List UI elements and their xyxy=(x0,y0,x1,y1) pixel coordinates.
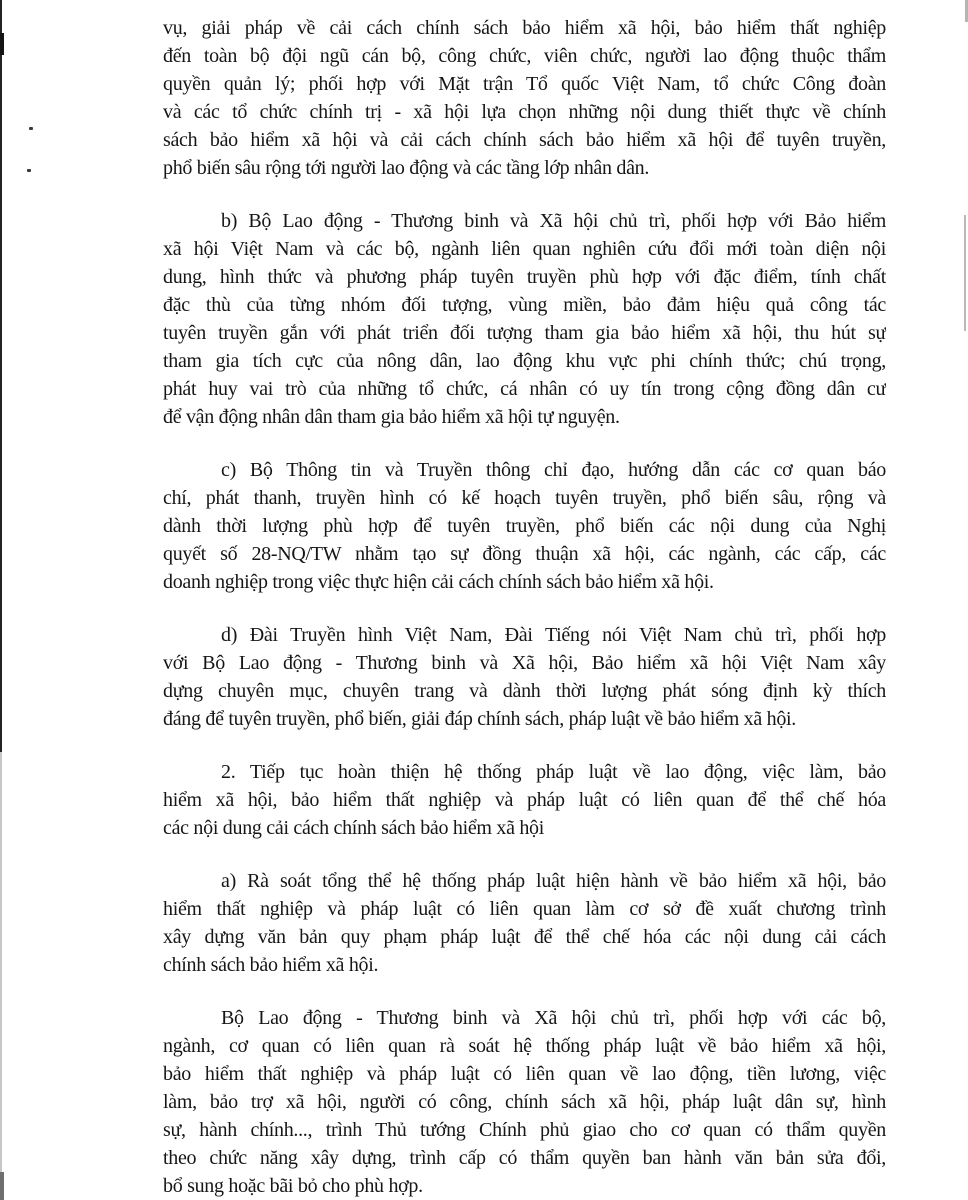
document-line: vụ, giải pháp về cải cách chính sách bảo hiểm xã hội, bảo hiểm thất nghiệp xyxy=(163,17,886,39)
document-line: d) Đài Truyền hình Việt Nam, Đài Tiếng nói Việt Nam chủ trì, phối hợp xyxy=(221,624,886,646)
para-section-2 xyxy=(163,758,886,842)
document-line: theo chức năng xây dựng, trình cấp có thẩm quyền ban hành văn bản sửa đổi, xyxy=(163,1147,886,1169)
scan-left-edge-blob xyxy=(0,33,4,55)
document-line: hiểm thất nghiệp và pháp luật có liên quan làm cơ sở đề xuất chương trình xyxy=(163,898,886,920)
document-line: bổ sung hoặc bãi bỏ cho phù hợp. xyxy=(163,1175,423,1197)
document-line: để vận động nhân dân tham gia bảo hiểm xã hội tự nguyện. xyxy=(163,406,620,428)
document-line: sách bảo hiểm xã hội và cải cách chính sách bảo hiểm xã hội để tuyên truyền, xyxy=(163,129,886,151)
document-line: c) Bộ Thông tin và Truyền thông chỉ đạo, hướng dẫn các cơ quan báo xyxy=(221,459,886,481)
para-item-c xyxy=(163,456,886,596)
document-line: đặc thù của từng nhóm đối tượng, vùng miền, bảo đảm hiệu quả công tác xyxy=(163,294,886,316)
scan-left-edge-bottom-mark xyxy=(0,1172,4,1200)
document-line: chí, phát thanh, truyền hình có kế hoạch tuyên truyền, phổ biến sâu, rộng và xyxy=(163,487,886,509)
document-line: quyết số 28-NQ/TW nhằm tạo sự đồng thuận xã hội, các ngành, các cấp, các xyxy=(163,543,886,565)
document-line: làm, bảo trợ xã hội, người có công, chính sách xã hội, pháp luật dân sự, hình xyxy=(163,1091,886,1113)
para-ministry-task xyxy=(163,1004,886,1200)
document-line: dành thời lượng phù hợp để tuyên truyền, phổ biến các nội dung của Nghị xyxy=(163,515,886,537)
document-line: ngành, cơ quan có liên quan rà soát hệ thống pháp luật về bảo hiểm xã hội, xyxy=(163,1035,886,1057)
document-line: chính sách bảo hiểm xã hội. xyxy=(163,954,379,976)
document-line: doanh nghiệp trong việc thực hiện cải cách chính sách bảo hiểm xã hội. xyxy=(163,571,714,593)
document-line: bảo hiểm thất nghiệp và pháp luật có liên quan về lao động, tiền lương, việc xyxy=(163,1063,886,1085)
para-item-a xyxy=(163,867,886,979)
para-continuation xyxy=(163,14,886,182)
document-line: tham gia tích cực của nông dân, lao động khu vực phi chính thức; chú trọng, xyxy=(163,350,886,372)
document-line: b) Bộ Lao động - Thương binh và Xã hội chủ trì, phối hợp với Bảo hiểm xyxy=(221,210,886,232)
scan-speck xyxy=(27,169,31,172)
document-line: sự, hành chính..., trình Thủ tướng Chính phủ giao cho cơ quan có thẩm quyền xyxy=(163,1119,886,1141)
document-line: và các tổ chức chính trị - xã hội lựa chọn những nội dung thiết thực về chính xyxy=(163,101,886,123)
document-line: Bộ Lao động - Thương binh và Xã hội chủ trì, phối hợp với các bộ, xyxy=(221,1007,886,1029)
document-line: 2. Tiếp tục hoàn thiện hệ thống pháp luật về lao động, việc làm, bảo xyxy=(221,761,886,783)
para-item-b xyxy=(163,207,886,431)
document-line: các nội dung cải cách chính sách bảo hiểm xã hội xyxy=(163,817,545,839)
document-line: đến toàn bộ đội ngũ cán bộ, công chức, viên chức, người lao động thuộc thẩm xyxy=(163,45,886,67)
para-item-d xyxy=(163,621,886,733)
document-line: đáng để tuyên truyền, phổ biến, giải đáp chính sách, pháp luật về bảo hiểm xã hội. xyxy=(163,708,796,730)
document-line: xã hội Việt Nam và các bộ, ngành liên quan nghiên cứu đổi mới toàn diện nội xyxy=(163,238,886,260)
document-line: xây dựng văn bản quy phạm pháp luật để thể chế hóa các nội dung cải cách xyxy=(163,926,886,948)
scan-speck xyxy=(29,127,33,130)
document-line: phổ biến sâu rộng tới người lao động và các tầng lớp nhân dân. xyxy=(163,157,650,179)
document-body xyxy=(163,14,886,1200)
document-line: tuyên truyền gắn với phát triển đối tượng tham gia bảo hiểm xã hội, thu hút sự xyxy=(163,322,886,344)
document-line: quyền quản lý; phối hợp với Mặt trận Tổ quốc Việt Nam, tổ chức Công đoàn xyxy=(163,73,886,95)
scan-left-edge-line xyxy=(0,0,2,752)
document-line: dung, hình thức và phương pháp tuyên truyền phù hợp với đặc điểm, tính chất xyxy=(163,266,886,288)
scan-left-edge-faded-line xyxy=(0,752,2,1172)
document-line: dựng chuyên mục, chuyên trang và dành thời lượng phát sóng định kỳ thích xyxy=(163,680,886,702)
document-line: hiểm xã hội, bảo hiểm thất nghiệp và pháp luật có liên quan để thể chế hóa xyxy=(163,789,886,811)
document-line: a) Rà soát tổng thể hệ thống pháp luật hiện hành về bảo hiểm xã hội, bảo xyxy=(221,870,886,892)
scan-right-edge-mid-mark xyxy=(964,215,966,331)
document-line: phát huy vai trò của những tổ chức, cá nhân có uy tín trong cộng đồng dân cư xyxy=(163,378,886,400)
document-line: với Bộ Lao động - Thương binh và Xã hội, Bảo hiểm xã hội Việt Nam xây xyxy=(163,652,886,674)
